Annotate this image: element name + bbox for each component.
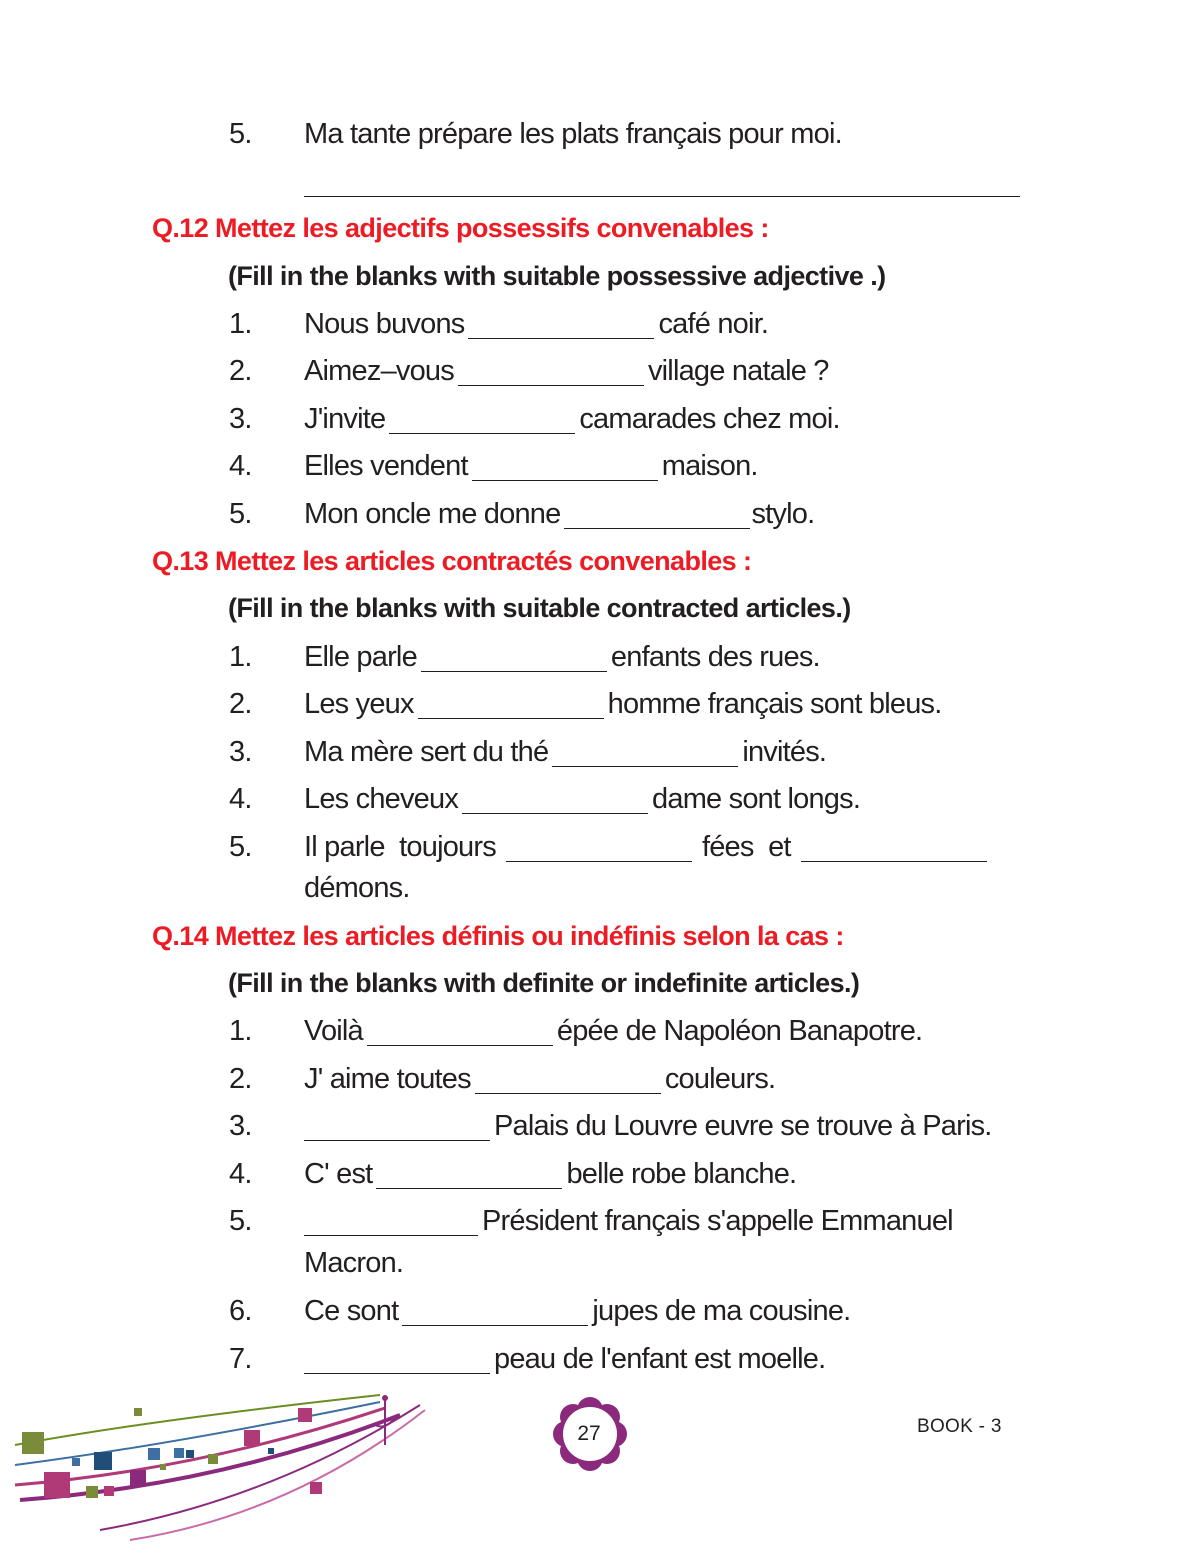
item-number: 2. [229,355,252,387]
item-number: 3. [229,1110,252,1142]
item-text: Ma tante prépare les plats français pour moi. [304,118,842,150]
text-before: Ma mère sert du thé [304,736,549,768]
item-number: 4. [229,450,252,482]
exercise-item [0,397,1181,441]
item-number: 1. [229,641,252,673]
exercise-item [0,302,1181,346]
blank-field[interactable] [304,1205,478,1236]
blank-field[interactable] [418,688,604,719]
book-label: BOOK - 3 [917,1416,1002,1437]
item-number: 5. [229,831,252,863]
blank-field[interactable] [376,1158,562,1189]
text-before: C' est [304,1158,373,1190]
item-continuation: Macron. [304,1247,404,1279]
text-after: dame sont longs. [652,783,861,815]
exercise-item [0,112,1181,156]
text-before: Il parle toujours [304,831,496,863]
exercise-item [0,730,1181,774]
blank-field[interactable] [421,641,607,672]
item-continuation: démons. [304,872,410,904]
question-title: Q.12 Mettez les adjectifs possessifs convenables : [152,213,769,243]
blank-field[interactable] [462,783,648,814]
item-number: 4. [229,783,252,815]
exercise-item [0,635,1181,679]
blank-field[interactable] [801,831,987,862]
exercise-item [0,349,1181,393]
blank-field[interactable] [389,403,575,434]
blank-field[interactable] [458,355,644,386]
blank-field[interactable] [552,736,738,767]
blank-field[interactable] [367,1015,553,1046]
item-number: 3. [229,403,252,435]
question-title: Q.14 Mettez les articles définis ou indéfinis selon la cas : [152,921,844,951]
question-title: Q.13 Mettez les articles contractés convenables : [152,546,752,576]
item-number: 5. [229,1205,252,1237]
text-after: invités. [742,736,827,768]
item-number: 6. [229,1295,252,1327]
blank-field[interactable] [468,308,654,339]
text-after: Président français s'appelle Emmanuel [482,1205,953,1237]
text-before: Ce sont [304,1295,399,1327]
item-number: 2. [229,688,252,720]
exercise-item [0,1289,1181,1333]
text-middle: fées et [701,831,791,863]
blank-field[interactable] [564,498,750,529]
exercise-item [0,1009,1181,1053]
text-after: Palais du Louvre euvre se trouve à Paris. [494,1110,992,1142]
blank-field[interactable] [304,1343,490,1374]
text-before: Les cheveux [304,783,459,815]
item-number: 5. [229,118,252,150]
question-subtitle: (Fill in the blanks with definite or indefinite articles.) [228,968,860,998]
exercise-item [0,444,1181,488]
item-number: 1. [229,1015,252,1047]
text-before: Elle parle [304,641,417,673]
exercise-item [0,1152,1181,1196]
text-after: camarades chez moi. [579,403,840,435]
text-after: village natale ? [647,355,829,387]
text-after: maison. [661,450,758,482]
blank-field[interactable] [304,1110,490,1141]
exercise-item [0,1199,1181,1243]
text-before: Elles vendent [304,450,468,482]
blank-field[interactable] [475,1063,661,1094]
item-number: 7. [229,1343,252,1375]
text-after: homme français sont bleus. [607,688,942,720]
item-number: 4. [229,1158,252,1190]
item-number: 3. [229,736,252,768]
exercise-item [0,1057,1181,1101]
exercise-item [0,492,1181,536]
item-number: 1. [229,308,252,340]
exercise-item [0,1337,1181,1381]
text-after: café noir. [658,308,769,340]
text-before: Nous buvons [304,308,465,340]
text-before: Les yeux [304,688,414,720]
text-before: Aimez–vous [304,355,454,387]
exercise-item [0,777,1181,821]
text-after: peau de l'enfant est moelle. [494,1343,826,1375]
text-before: Voilà [304,1015,363,1047]
question-subtitle: (Fill in the blanks with suitable contracted articles.) [228,593,851,623]
text-after: couleurs. [664,1063,776,1095]
text-after: belle robe blanche. [566,1158,797,1190]
item-number: 5. [229,498,252,530]
text-before: J' aime toutes [304,1063,471,1095]
blank-field[interactable] [472,450,658,481]
answer-line[interactable] [304,196,1020,197]
blank-field[interactable] [506,831,692,862]
question-subtitle: (Fill in the blanks with suitable possessive adjective .) [228,261,886,291]
exercise-item [0,825,1181,869]
text-before: J'invite [304,403,386,435]
blank-field[interactable] [402,1295,588,1326]
item-number: 2. [229,1063,252,1095]
text-after: enfants des rues. [610,641,820,673]
page-number: 27 [577,1422,601,1445]
decorative-swoosh-graphic [0,1390,440,1550]
text-after: jupes de ma cousine. [592,1295,851,1327]
exercise-item [0,1104,1181,1148]
text-after: stylo. [751,498,815,530]
text-before: Mon oncle me donne [304,498,561,530]
exercise-item [0,682,1181,726]
text-after: épée de Napoléon Banapotre. [556,1015,923,1047]
